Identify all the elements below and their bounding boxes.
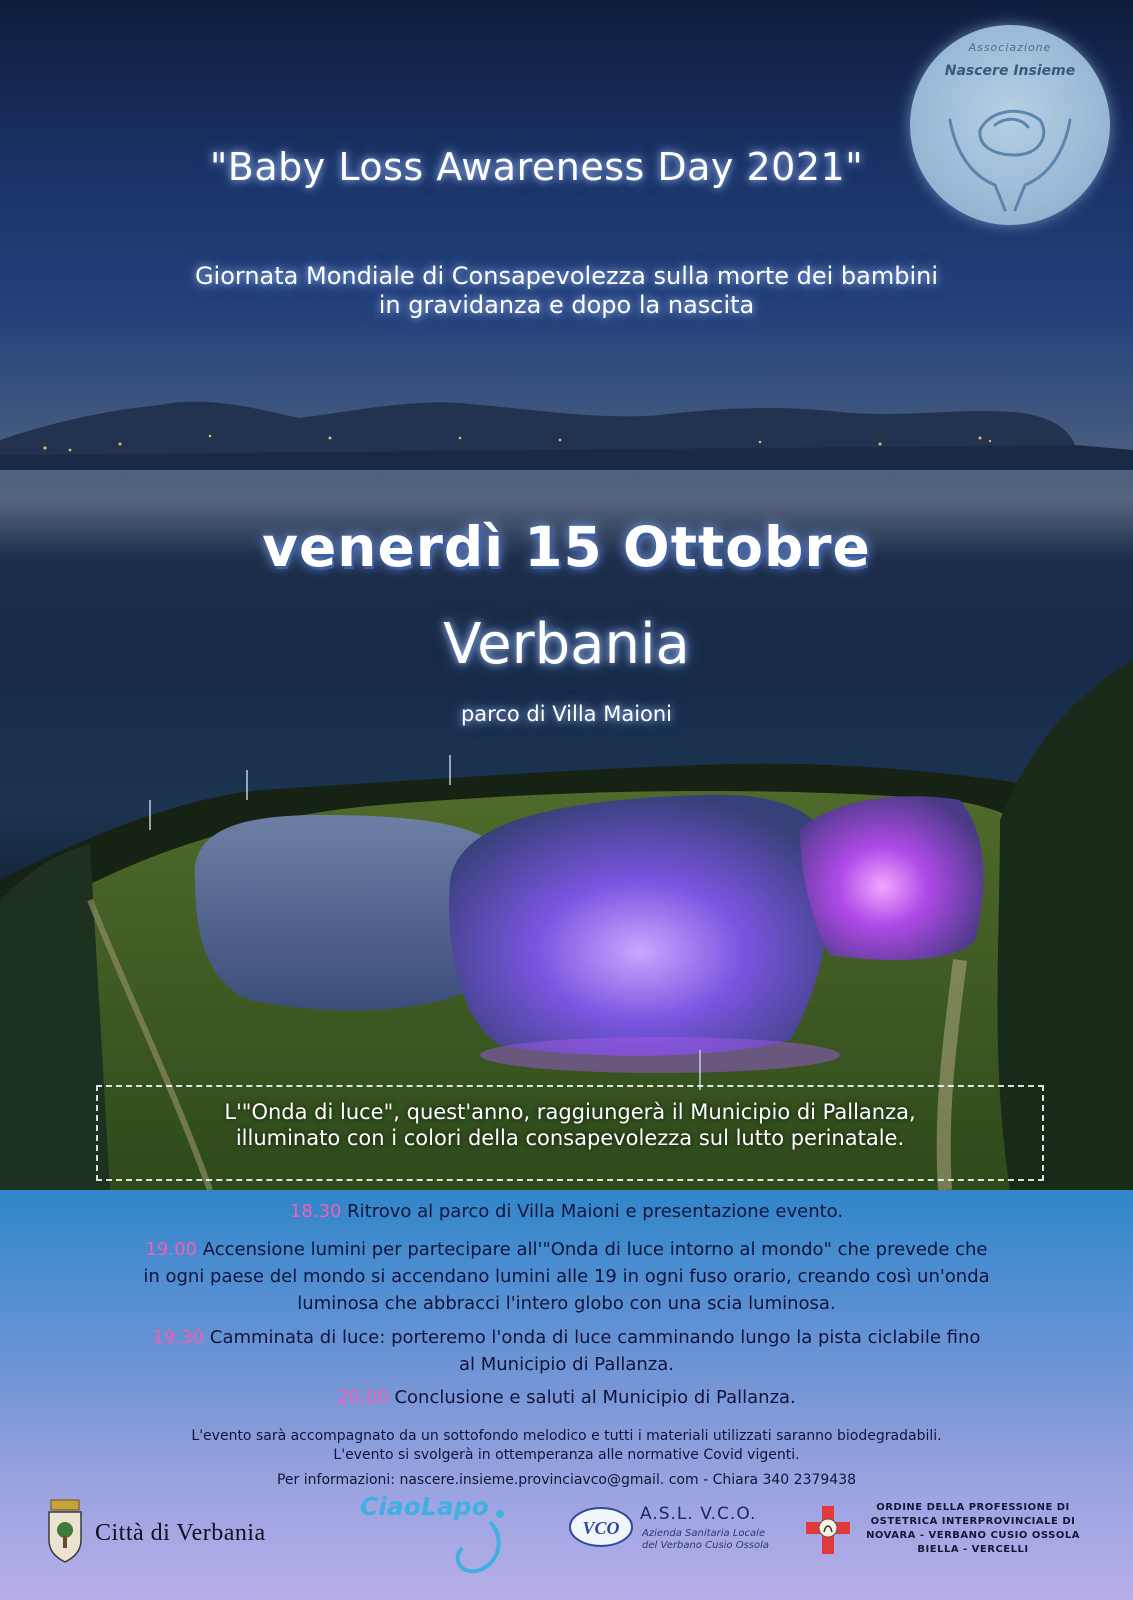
asl-mark: VCO — [582, 1518, 620, 1538]
coat-of-arms-icon — [45, 1498, 85, 1564]
note-covid: L'evento si svolgerà in ottemperanza alle normative Covid vigenti. — [333, 1447, 800, 1463]
program-time: 18.30 — [289, 1201, 342, 1222]
program-text: luminosa che abbracci l'intero globo con una scia luminosa. — [297, 1293, 836, 1314]
asl-subtitle-2: del Verbano Cusio Ossola — [642, 1540, 770, 1551]
ordine-ostetriche-logo — [800, 1502, 1080, 1562]
program-item — [0, 1198, 1133, 1225]
program-item — [0, 1324, 1133, 1378]
program-item — [0, 1236, 1133, 1317]
sponsor-logos — [0, 1490, 1133, 1600]
ordine-line: NOVARA - VERBANO CUSIO OSSOLA — [866, 1530, 1080, 1541]
contact-info: Per informazioni: nascere.insieme.provinciavco@gmail. com - Chiara 340 2379438 — [276, 1472, 857, 1488]
association-label: Associazione — [968, 41, 1052, 54]
ordine-line: ORDINE DELLA PROFESSIONE DI — [876, 1502, 1070, 1513]
subtitle-line-1: Giornata Mondiale di Consapevolezza sulla morte dei bambini — [194, 262, 939, 290]
ordine-line: OSTETRICA INTERPROVINCIALE DI — [870, 1516, 1076, 1527]
verbania-label: Città di Verbania — [95, 1520, 266, 1546]
ordine-emblem-icon — [800, 1502, 856, 1558]
program-time: 19.00 — [145, 1239, 198, 1260]
program-text: Ritrovo al parco di Villa Maioni e presentazione evento. — [347, 1201, 844, 1222]
highlight-text — [110, 1100, 1030, 1151]
asl-subtitle-1: Azienda Sanitaria Locale — [642, 1528, 766, 1539]
event-subtitle — [0, 262, 1133, 320]
program-text: Camminata di luce: porteremo l'onda di luce camminando lungo la pista ciclabile fino — [209, 1327, 981, 1348]
event-venue: parco di Villa Maioni — [460, 702, 673, 726]
subtitle-line-2: in gravidanza e dopo la nascita — [378, 290, 755, 319]
program-item — [0, 1384, 1133, 1411]
hands-holding-baby-icon — [910, 25, 1110, 225]
event-date: venerdì 15 Ottobre — [262, 515, 871, 579]
verbania-logo — [45, 1498, 266, 1568]
program-text: al Municipio di Pallanza. — [458, 1354, 675, 1375]
association-name: Nascere Insieme — [944, 63, 1076, 79]
program-text: Accensione lumini per partecipare all'"Onda di luce intorno al mondo" che prevede che — [202, 1239, 988, 1260]
highlight-line-1: L'"Onda di luce", quest'anno, raggiungerà il Municipio di Pallanza, — [224, 1100, 916, 1124]
program-time: 19.30 — [152, 1327, 205, 1348]
program-text: in ogni paese del mondo si accendano lumini alle 19 in ogni fuso orario, creando così un'onda — [143, 1266, 990, 1287]
highlight-line-2: illuminato con i colori della consapevolezza sul lutto perinatale. — [235, 1125, 905, 1150]
note-materials: L'evento sarà accompagnato da un sottofondo melodico e tutti i materiali utilizzati saranno biodegradabili. — [191, 1428, 942, 1444]
ciaolapo-label: CiaoLapo — [360, 1492, 489, 1521]
asl-vco-logo — [568, 1504, 770, 1554]
program-text: Conclusione e saluti al Municipio di Pallanza. — [394, 1387, 796, 1408]
event-title: "Baby Loss Awareness Day 2021" — [209, 145, 864, 189]
event-city: Verbania — [443, 612, 690, 677]
asl-globe-icon — [568, 1504, 634, 1550]
program-time: 20.00 — [337, 1387, 389, 1408]
ciaolapo-swirl-icon — [360, 1492, 520, 1598]
ordine-line: BIELLA - VERCELLI — [917, 1544, 1029, 1555]
asl-title: A.S.L. V.C.O. — [640, 1504, 757, 1524]
association-logo — [910, 25, 1110, 225]
